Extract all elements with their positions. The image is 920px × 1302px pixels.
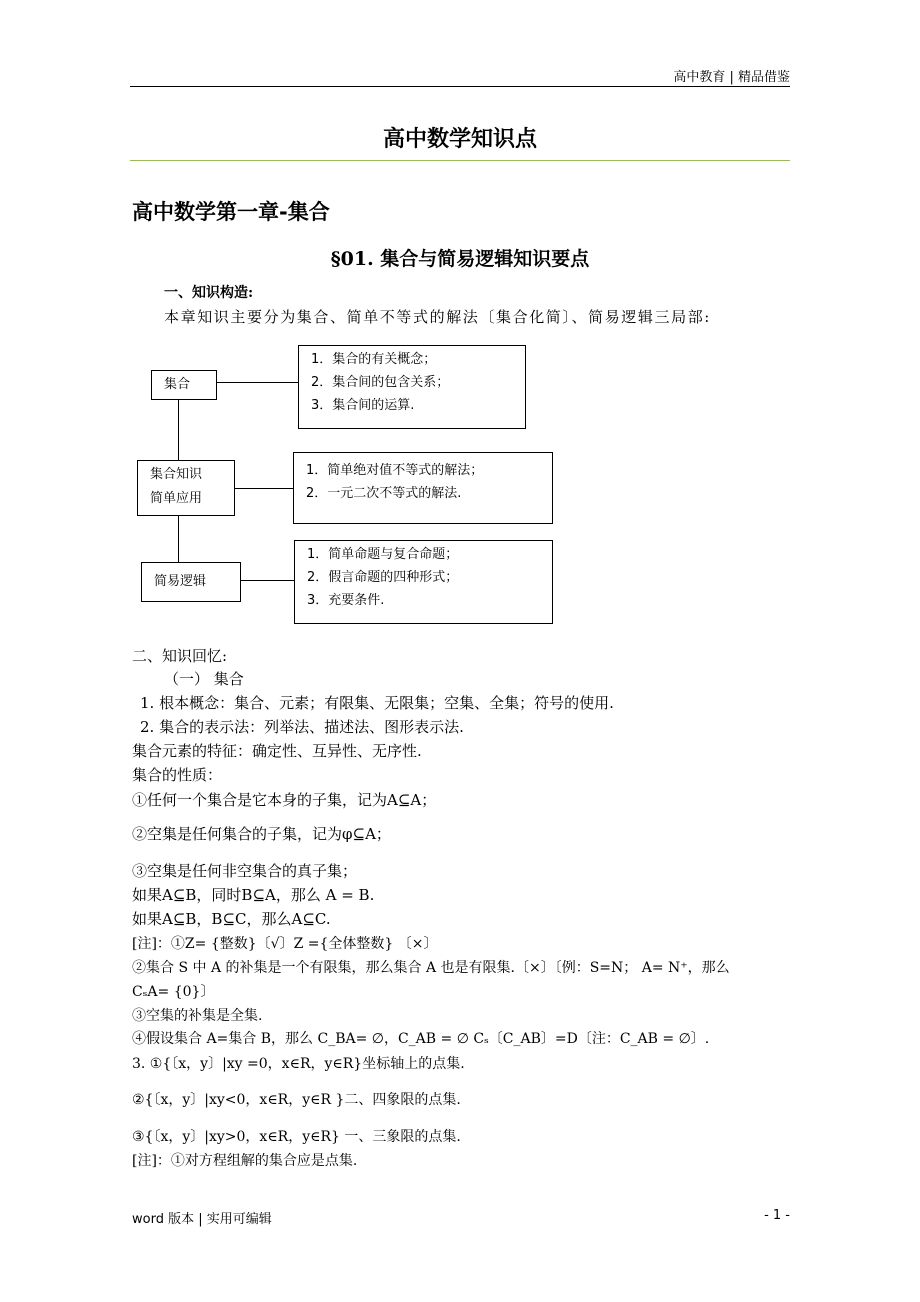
- connector: [241, 580, 294, 581]
- group-item: 1．简单命题与复合命题；: [307, 547, 459, 562]
- connector: [217, 382, 298, 383]
- text-line: 如果A⊆B，B⊆C，那么A⊆C.: [132, 910, 331, 928]
- connector: [235, 488, 293, 489]
- group-item: 2．假言命题的四种形式；: [307, 570, 459, 585]
- part-heading: 一、知识构造:: [164, 285, 254, 301]
- connector: [178, 516, 179, 562]
- footer-left: word 版本 | 实用可编辑: [132, 1212, 272, 1227]
- header-rule: [130, 86, 790, 87]
- text-line: 集合元素的特征：确定性、互异性、无序性.: [132, 742, 422, 760]
- text-line: ②集合 S 中 A 的补集是一个有限集，那么集合 A 也是有限集.〔×〕〔例：S=N； A= N⁺，那么: [132, 960, 730, 976]
- node-set: 集合: [151, 370, 217, 400]
- group-set-concepts: [298, 345, 526, 429]
- text-line: CₛA= {0}〕: [132, 984, 215, 1000]
- text-line: [注]：①Z= {整数}〔√〕Z ={全体整数} 〔×〕: [132, 936, 438, 952]
- text-line: 3. ①{〔x，y〕|xy =0，x∈R，y∈R}坐标轴上的点集.: [132, 1056, 465, 1072]
- text-line: 如果A⊆B，同时B⊆A，那么 A = B.: [132, 886, 375, 904]
- doc-title: 高中数学知识点: [382, 127, 537, 152]
- text-line: 集合的性质：: [132, 766, 223, 784]
- text-line: 1. 根本概念：集合、元素；有限集、无限集；空集、全集；符号的使用.: [140, 694, 614, 712]
- text-line: ④假设集合 A=集合 B，那么 C_BA= ∅，C_AB = ∅ Cₛ〔C_AB〕=D〔注：C_AB = ∅〕.: [132, 1031, 710, 1047]
- text-line: ③{〔x，y〕|xy>0，x∈R，y∈R} 一、三象限的点集.: [132, 1129, 461, 1145]
- group-logic: [294, 540, 553, 624]
- title-rule: [130, 160, 790, 161]
- text-line: [注]：①对方程组解的集合应是点集.: [132, 1153, 358, 1169]
- chapter-heading: 高中数学第一章-集合: [132, 200, 330, 224]
- group-item: 3．集合间的运算.: [311, 398, 415, 413]
- group-item: 2．集合间的包含关系；: [311, 375, 450, 390]
- node-logic: 简易逻辑: [141, 562, 241, 602]
- text-line: ①任何一个集合是它本身的子集，记为A⊆A；: [132, 791, 437, 809]
- text-line: ②空集是任何集合的子集，记为φ⊆A；: [132, 825, 391, 843]
- group-item: 1．简单绝对值不等式的解法；: [306, 463, 484, 478]
- node-application: 集合知识 简单应用: [137, 460, 235, 516]
- text-line: （一） 集合: [164, 670, 244, 688]
- text-line: 二、知识回忆:: [132, 647, 228, 665]
- intro-text: 本章知识主要分为集合、简单不等式的解法〔集合化简〕、简易逻辑三局部:: [164, 308, 711, 326]
- group-item: 3．充要条件.: [307, 593, 385, 608]
- text-line: 2. 集合的表示法：列举法、描述法、图形表示法.: [140, 718, 464, 736]
- page-header: 高中教育 | 精品借鉴: [673, 70, 790, 85]
- group-item: 1．集合的有关概念；: [311, 352, 437, 367]
- connector: [178, 400, 179, 460]
- group-item: 2．一元二次不等式的解法.: [306, 486, 462, 501]
- text-line: ②{〔x，y〕|xy<0，x∈R，y∈R }二、四象限的点集.: [132, 1092, 461, 1108]
- page-number: - 1 -: [764, 1208, 790, 1223]
- text-line: ③空集的补集是全集.: [132, 1008, 263, 1024]
- group-inequalities: [293, 452, 553, 524]
- text-line: ③空集是任何非空集合的真子集；: [132, 862, 358, 880]
- section-heading: §01. 集合与简易逻辑知识要点: [330, 248, 590, 270]
